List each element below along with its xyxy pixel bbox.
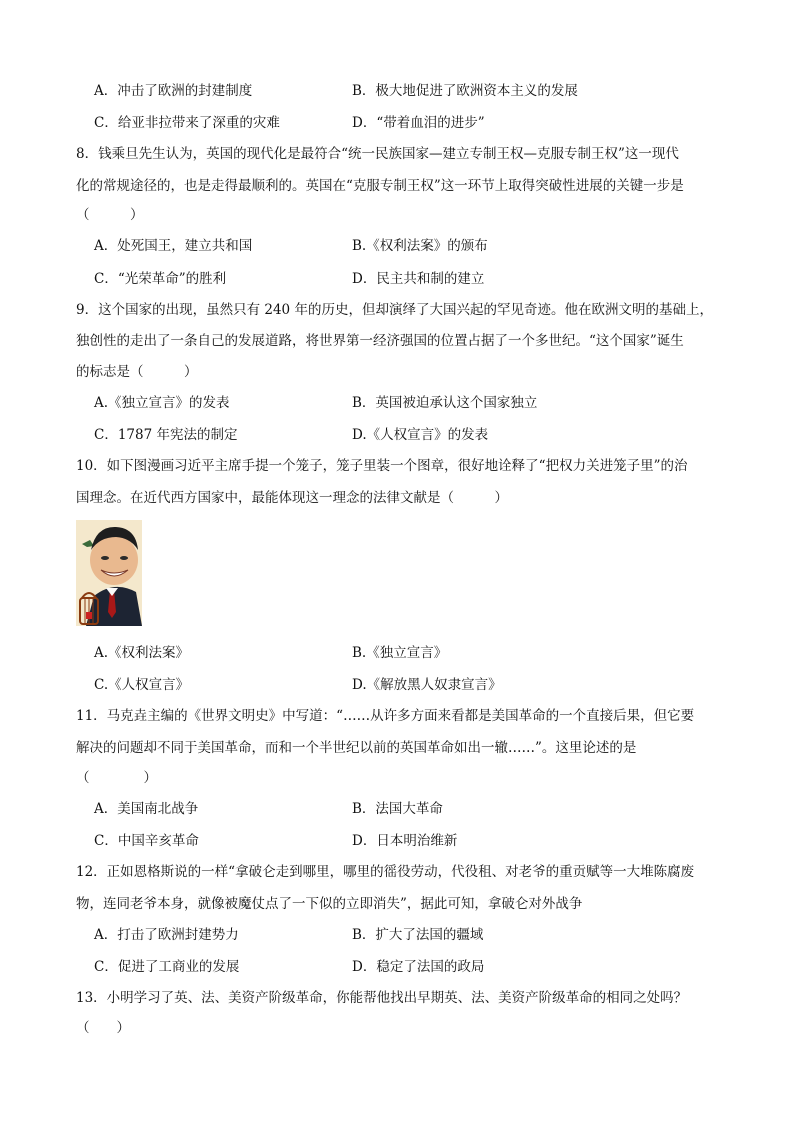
q12-option-b: B．扩大了法国的疆域 — [352, 927, 484, 943]
q8-answer-blank: （ ） — [76, 207, 144, 223]
q10-stem-line-1: 10．如下图漫画习近平主席手提一个笼子，笼子里装一个图章，很好地诠释了“把权力关进笼子里”的治 — [76, 458, 688, 474]
q8-stem-line-2: 化的常规途径的，也是走得最顺利的。英国在“克服专制王权”这一环节上取得突破性进展的关键一步是 — [76, 178, 684, 194]
q13-answer-blank: （ ） — [76, 1020, 130, 1036]
caricature-figure-icon — [76, 520, 142, 626]
q12-option-c: C．促进了工商业的发展 — [94, 959, 240, 975]
q7-option-b: B．极大地促进了欧洲资本主义的发展 — [352, 83, 578, 99]
q10-stem-line-2: 国理念。在近代西方国家中，最能体现这一理念的法律文献是（ ） — [76, 490, 508, 506]
q11-answer-blank: （ ） — [76, 770, 157, 786]
q10-option-d: D.《解放黑人奴隶宣言》 — [352, 677, 502, 693]
q8-option-c: C．“光荣革命”的胜利 — [94, 271, 227, 287]
q8-option-b: B.《权利法案》的颁布 — [352, 238, 488, 254]
q11-option-c: C．中国辛亥革命 — [94, 833, 199, 849]
q9-stem-line-2: 独创性的走出了一条自己的发展道路，将世界第一经济强国的位置占据了一个多世纪。“这个国家”诞生 — [76, 333, 684, 349]
q10-option-b: B.《独立宣言》 — [352, 645, 448, 661]
q12-option-a: A．打击了欧洲封建势力 — [94, 927, 239, 943]
q13-stem-line-1: 13．小明学习了英、法、美资产阶级革命，你能帮他找出早期英、法、美资产阶级革命的相同之处吗？ — [76, 990, 688, 1006]
q8-stem-line-1: 8．钱乘旦先生认为，英国的现代化是最符合“统一民族国家—建立专制王权—克服专制王权”这一现代 — [76, 146, 679, 162]
q9-stem-line-1: 9．这个国家的出现，虽然只有 240 年的历史，但却演绎了大国兴起的罕见奇迹。他在欧洲文明的基础上， — [76, 302, 713, 318]
q7-option-a: A．冲击了欧洲的封建制度 — [94, 83, 253, 99]
q9-option-b: B．英国被迫承认这个国家独立 — [352, 395, 538, 411]
q9-stem-line-3: 的标志是（ ） — [76, 364, 198, 380]
q8-option-d: D．民主共和制的建立 — [352, 271, 485, 287]
q12-stem-line-1: 12．正如恩格斯说的一样“拿破仑走到哪里，哪里的徭役劳动，代役租、对老爷的重贡赋等一大堆陈腐废 — [76, 864, 695, 880]
q11-option-b: B．法国大革命 — [352, 801, 443, 817]
q11-option-a: A．美国南北战争 — [94, 801, 199, 817]
q7-option-d: D．“带着血泪的进步” — [352, 115, 485, 131]
q9-option-a: A.《独立宣言》的发表 — [94, 395, 230, 411]
q11-stem-line-2: 解决的问题却不同于美国革命，而和一个半世纪以前的英国革命如出一辙……”。这里论述的是 — [76, 740, 637, 756]
q12-stem-line-2: 物，连同老爷本身，就像被魔仗点了一下似的立即消失”，据此可知，拿破仑对外战争 — [76, 896, 583, 912]
q9-option-c: C．1787 年宪法的制定 — [94, 427, 238, 443]
q11-stem-line-1: 11．马克垚主编的《世界文明史》中写道：“……从许多方面来看都是美国革命的一个直接后果，但它要 — [76, 708, 695, 724]
q10-option-c: C.《人权宣言》 — [94, 677, 190, 693]
q9-option-d: D.《人权宣言》的发表 — [352, 427, 489, 443]
cartoon-image — [76, 520, 142, 626]
q11-option-d: D．日本明治维新 — [352, 833, 458, 849]
q8-option-a: A．处死国王，建立共和国 — [94, 238, 253, 254]
q7-option-c: C．给亚非拉带来了深重的灾难 — [94, 115, 280, 131]
q12-option-d: D．稳定了法国的政局 — [352, 959, 485, 975]
q10-option-a: A.《权利法案》 — [94, 645, 190, 661]
